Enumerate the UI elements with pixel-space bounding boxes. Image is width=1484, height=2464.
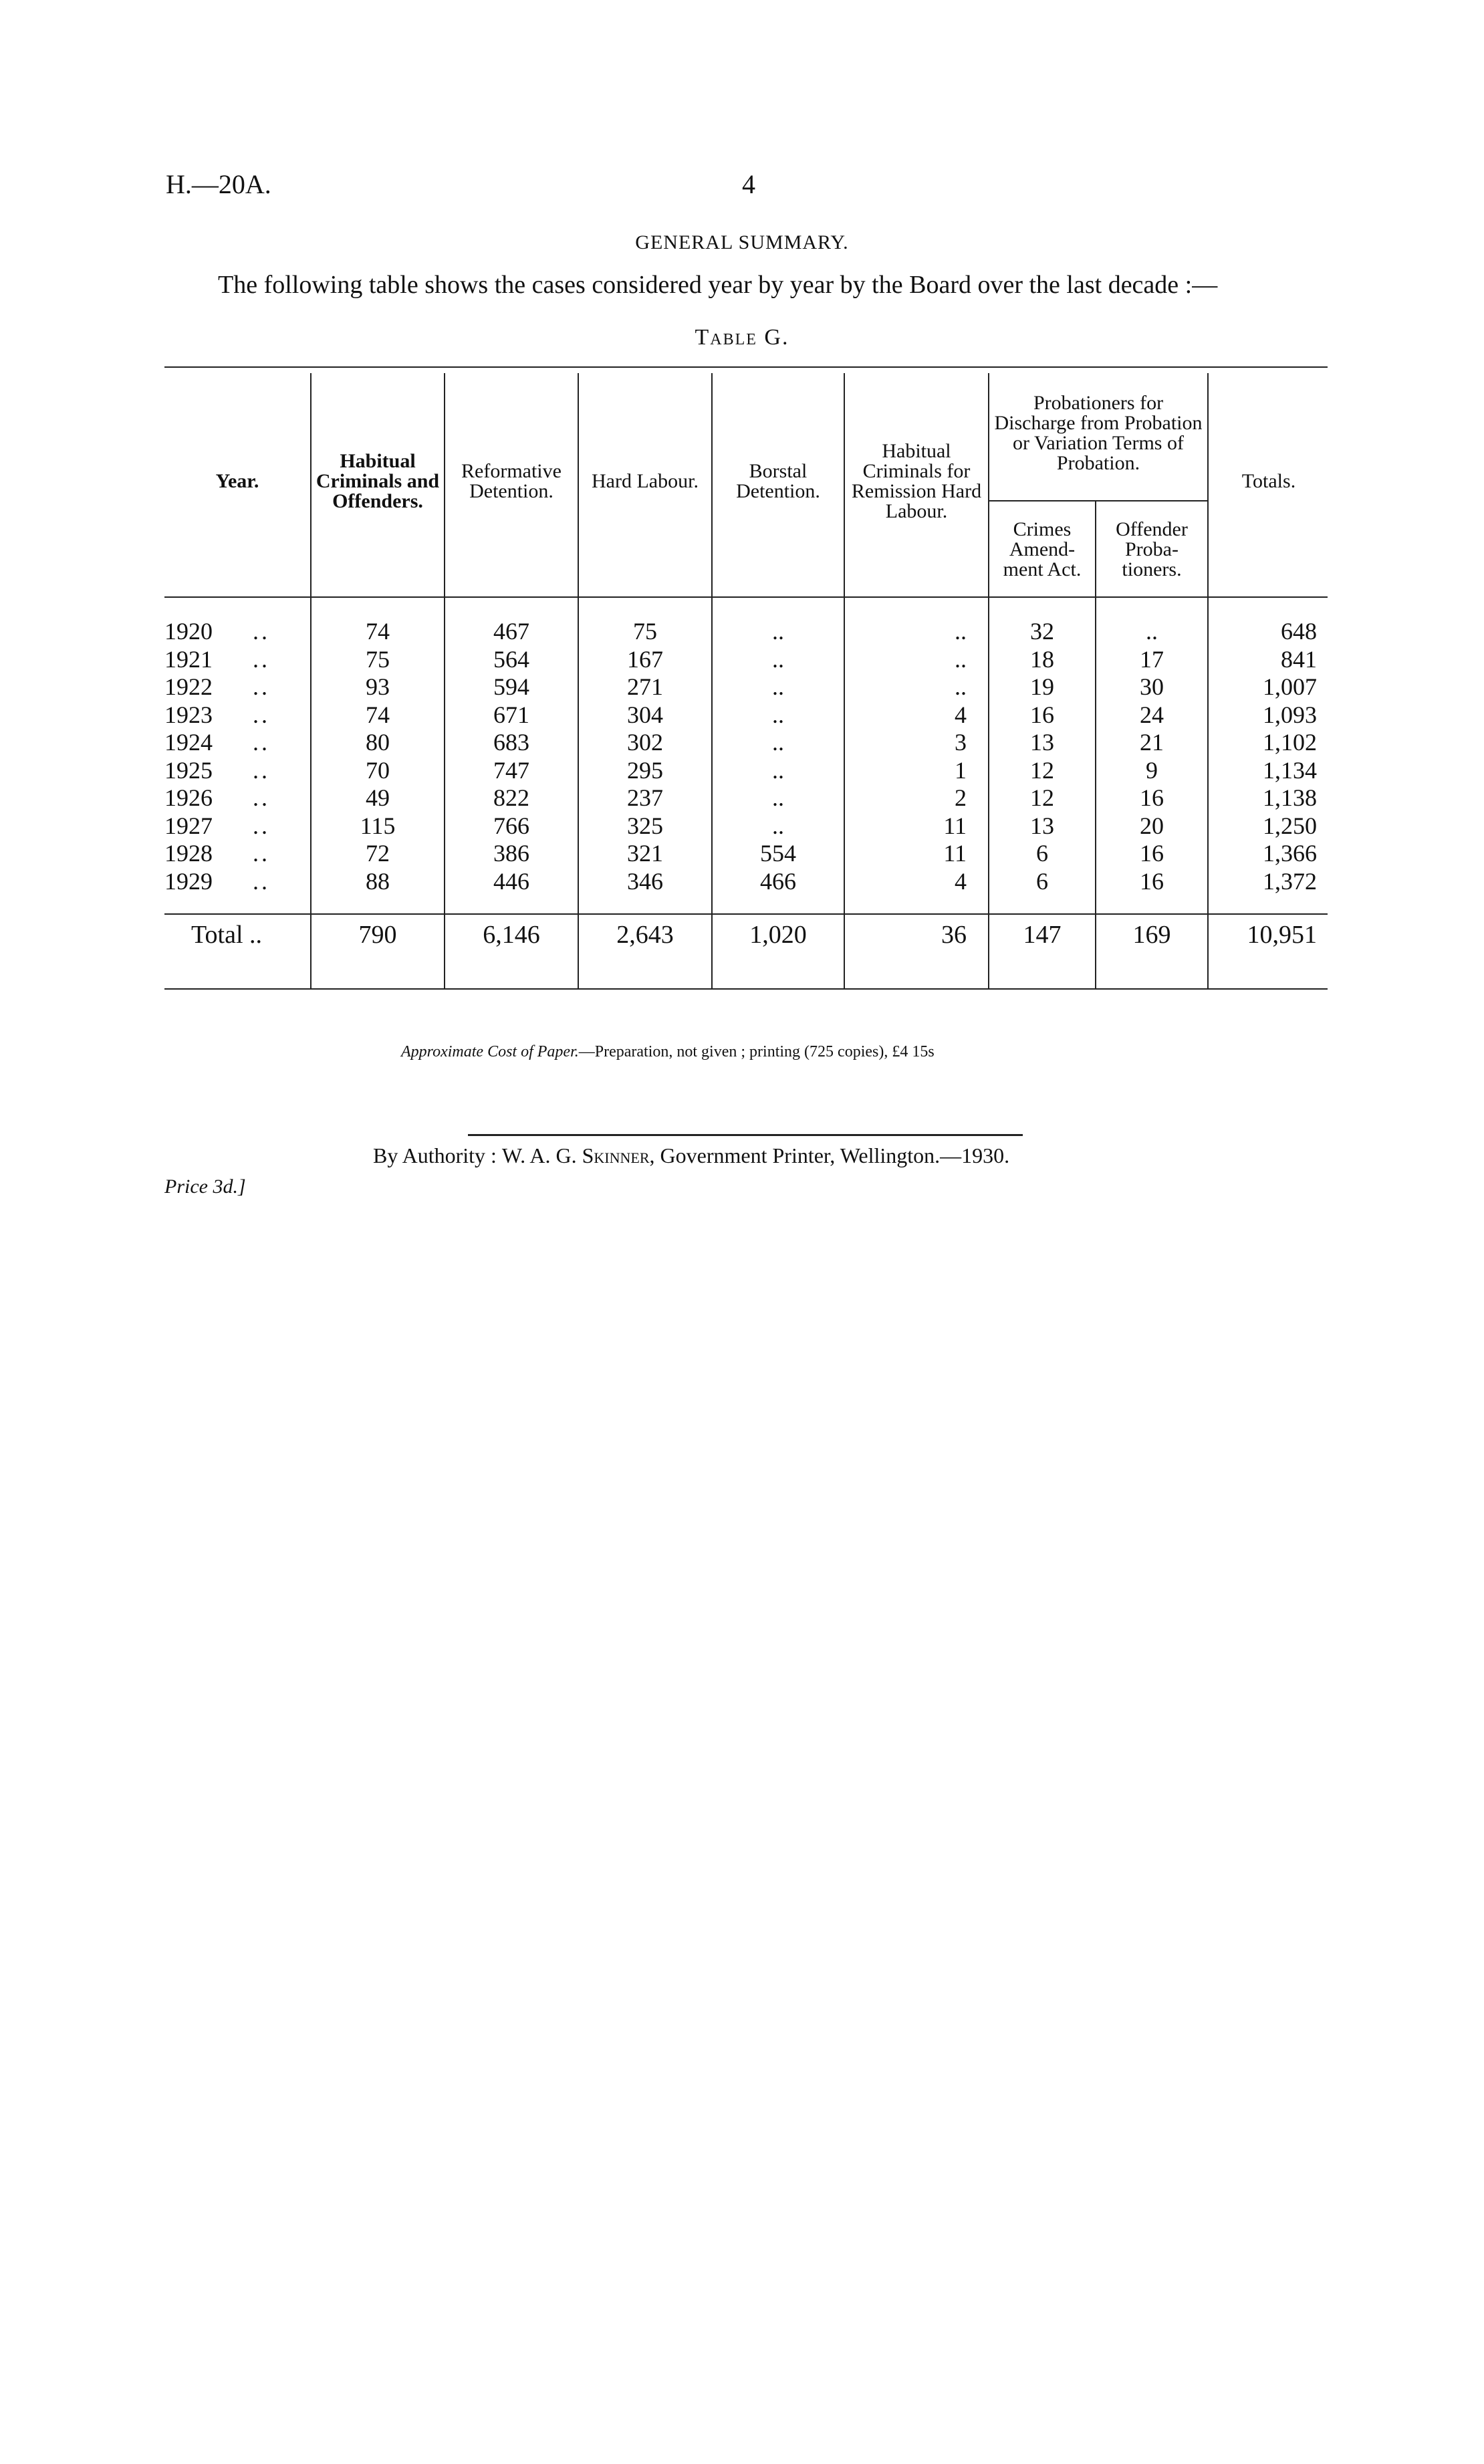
table-body xyxy=(164,618,1328,895)
cell-offender-probationers: 9 xyxy=(1146,756,1158,784)
cell-crimes-amendment: 6 xyxy=(1036,867,1048,895)
cell-remission: 4 xyxy=(955,701,967,728)
header-hard-labour: Hard Labour. xyxy=(592,470,699,492)
table-label: Table G. xyxy=(695,325,789,350)
cell-leader-dots: .. xyxy=(253,867,270,895)
authority-prefix: By Authority : xyxy=(373,1143,497,1167)
cell-hard-labour: 304 xyxy=(627,701,663,728)
cell-habitual: 88 xyxy=(366,867,390,895)
cell-reformative: 386 xyxy=(493,840,529,867)
cell-year: 1921 xyxy=(164,645,213,673)
total-habitual: 790 xyxy=(358,921,397,949)
cell-year: 1923 xyxy=(164,701,213,728)
cell-habitual: 74 xyxy=(366,618,390,645)
cost-note xyxy=(401,1043,935,1061)
cell-year: 1925 xyxy=(164,756,213,784)
cell-total: 1,366 xyxy=(1263,840,1317,867)
cell-leader-dots: .. xyxy=(253,645,270,673)
cell-crimes-amendment: 16 xyxy=(1030,701,1054,728)
cell-offender-probationers: 16 xyxy=(1140,840,1164,867)
cell-leader-dots: .. xyxy=(253,784,270,811)
cell-reformative: 564 xyxy=(493,645,529,673)
cell-offender-probationers: 16 xyxy=(1140,867,1164,895)
header-borstal: Borstal Detention. xyxy=(736,460,820,502)
cell-offender-probationers: 21 xyxy=(1140,729,1164,756)
page-reference: H.—20A. xyxy=(166,169,271,199)
header-crimes-amendment: Crimes Amend-ment Act. xyxy=(1003,518,1082,580)
header-bottom-rule xyxy=(164,596,1328,598)
cell-crimes-amendment: 19 xyxy=(1030,673,1054,700)
cell-crimes-amendment: 12 xyxy=(1030,784,1054,811)
cell-remission: 3 xyxy=(955,729,967,756)
cell-year: 1928 xyxy=(164,840,213,867)
cell-habitual: 49 xyxy=(366,784,390,811)
table-row xyxy=(164,840,1328,868)
cell-remission: 11 xyxy=(943,812,967,839)
cell-year: 1927 xyxy=(164,812,213,839)
authority-suffix: Government Printer, Wellington.—1930. xyxy=(660,1143,1010,1167)
total-label: Total .. xyxy=(191,921,263,949)
total-reformative: 6,146 xyxy=(483,921,540,949)
cell-borstal: .. xyxy=(772,673,784,700)
cell-remission: .. xyxy=(955,673,967,700)
cell-borstal: .. xyxy=(772,618,784,645)
cell-offender-probationers: 24 xyxy=(1140,701,1164,728)
authority-rule xyxy=(468,1134,1023,1136)
cell-borstal: 554 xyxy=(760,840,796,867)
cell-reformative: 683 xyxy=(493,729,529,756)
probation-split-rule xyxy=(988,500,1207,501)
cell-habitual: 115 xyxy=(360,812,396,839)
cell-hard-labour: 237 xyxy=(627,784,663,811)
cell-leader-dots: .. xyxy=(253,729,270,756)
cell-remission: 1 xyxy=(955,756,967,784)
cell-reformative: 671 xyxy=(493,701,529,728)
cell-habitual: 72 xyxy=(366,840,390,867)
cell-offender-probationers: 16 xyxy=(1140,784,1164,811)
cell-crimes-amendment: 12 xyxy=(1030,756,1054,784)
total-hard-labour: 2,643 xyxy=(616,921,674,949)
cell-borstal: .. xyxy=(772,729,784,756)
cell-habitual: 93 xyxy=(366,673,390,700)
cell-crimes-amendment: 13 xyxy=(1030,812,1054,839)
table-row xyxy=(164,646,1328,674)
table-row xyxy=(164,812,1328,841)
cell-borstal: .. xyxy=(772,645,784,673)
cell-hard-labour: 325 xyxy=(627,812,663,839)
cell-total: 648 xyxy=(1281,618,1317,645)
header-reformative: Reformative Detention. xyxy=(461,460,562,502)
cell-total: 1,093 xyxy=(1263,701,1317,728)
cell-hard-labour: 167 xyxy=(627,645,663,673)
price: Price 3d.] xyxy=(164,1175,246,1198)
total-top-rule xyxy=(164,913,1328,915)
table-row xyxy=(164,701,1328,730)
header-offender-probationers: Offender Proba-tioners. xyxy=(1116,518,1188,580)
table-row xyxy=(164,784,1328,812)
cell-offender-probationers: 17 xyxy=(1140,645,1164,673)
cell-reformative: 467 xyxy=(493,618,529,645)
cell-crimes-amendment: 18 xyxy=(1030,645,1054,673)
total-row xyxy=(164,919,1328,951)
cell-leader-dots: .. xyxy=(253,618,270,645)
cell-borstal: .. xyxy=(772,784,784,811)
authority-line xyxy=(373,1143,1009,1168)
cost-label: Approximate Cost of Paper. xyxy=(401,1043,579,1060)
total-remission: 36 xyxy=(941,921,967,949)
header-year: Year. xyxy=(215,470,259,492)
table-row xyxy=(164,757,1328,785)
cell-total: 841 xyxy=(1281,645,1317,673)
header-totals: Totals. xyxy=(1241,470,1296,492)
cell-leader-dots: .. xyxy=(253,756,270,784)
table-row xyxy=(164,729,1328,757)
cell-year: 1922 xyxy=(164,673,213,700)
table-row xyxy=(164,618,1328,646)
cell-remission: 11 xyxy=(943,840,967,867)
cell-total: 1,372 xyxy=(1263,867,1317,895)
cell-hard-labour: 302 xyxy=(627,729,663,756)
cell-remission: .. xyxy=(955,618,967,645)
cell-remission: 2 xyxy=(955,784,967,811)
cell-year: 1926 xyxy=(164,784,213,811)
cell-hard-labour: 346 xyxy=(627,867,663,895)
cell-total: 1,102 xyxy=(1263,729,1317,756)
table-bottom-rule xyxy=(164,988,1328,990)
header-probation-group: Probationers for Discharge from Probation or Variation Terms of Probation. xyxy=(994,392,1203,474)
cell-reformative: 594 xyxy=(493,673,529,700)
total-offender-probationers: 169 xyxy=(1132,921,1171,949)
cell-leader-dots: .. xyxy=(253,701,270,728)
cell-borstal: .. xyxy=(772,812,784,839)
cell-total: 1,250 xyxy=(1263,812,1317,839)
cell-year: 1929 xyxy=(164,867,213,895)
cell-offender-probationers: 30 xyxy=(1140,673,1164,700)
cell-hard-labour: 75 xyxy=(633,618,657,645)
cost-text: —Preparation, not given ; printing (725 copies), £4 15s xyxy=(578,1043,935,1060)
cell-habitual: 80 xyxy=(366,729,390,756)
table-g xyxy=(164,366,1328,988)
table-row xyxy=(164,673,1328,701)
cell-reformative: 747 xyxy=(493,756,529,784)
cell-borstal: .. xyxy=(772,756,784,784)
cell-leader-dots: .. xyxy=(253,673,270,700)
cell-crimes-amendment: 6 xyxy=(1036,840,1048,867)
header-remission: Habitual Criminals for Remission Hard Labour. xyxy=(851,440,982,522)
cell-reformative: 766 xyxy=(493,812,529,839)
cell-total: 1,138 xyxy=(1263,784,1317,811)
cell-habitual: 74 xyxy=(366,701,390,728)
cell-leader-dots: .. xyxy=(253,840,270,867)
cell-leader-dots: .. xyxy=(253,812,270,839)
cell-hard-labour: 295 xyxy=(627,756,663,784)
total-borstal: 1,020 xyxy=(749,921,807,949)
authority-name: W. A. G. Skinner, xyxy=(501,1143,655,1167)
summary-title: GENERAL SUMMARY. xyxy=(635,231,849,253)
page-number: 4 xyxy=(742,169,755,199)
total-crimes-amendment: 147 xyxy=(1023,921,1062,949)
cell-habitual: 70 xyxy=(366,756,390,784)
cell-hard-labour: 321 xyxy=(627,840,663,867)
cell-reformative: 446 xyxy=(493,867,529,895)
total-grand: 10,951 xyxy=(1247,921,1317,949)
cell-crimes-amendment: 13 xyxy=(1030,729,1054,756)
cell-remission: .. xyxy=(955,645,967,673)
cell-borstal: 466 xyxy=(760,867,796,895)
cell-remission: 4 xyxy=(955,867,967,895)
cell-borstal: .. xyxy=(772,701,784,728)
cell-year: 1924 xyxy=(164,729,213,756)
cell-year: 1920 xyxy=(164,618,213,645)
cell-offender-probationers: 20 xyxy=(1140,812,1164,839)
cell-reformative: 822 xyxy=(493,784,529,811)
cell-total: 1,007 xyxy=(1263,673,1317,700)
header-habitual: Habitual Criminals and Offenders. xyxy=(316,450,440,512)
cell-habitual: 75 xyxy=(366,645,390,673)
intro-text: The following table shows the cases considered year by year by the Board over the last decade :— xyxy=(218,271,1218,299)
cell-total: 1,134 xyxy=(1263,756,1317,784)
table-row xyxy=(164,868,1328,896)
cell-crimes-amendment: 32 xyxy=(1030,618,1054,645)
cell-offender-probationers: .. xyxy=(1146,618,1158,645)
cell-hard-labour: 271 xyxy=(627,673,663,700)
